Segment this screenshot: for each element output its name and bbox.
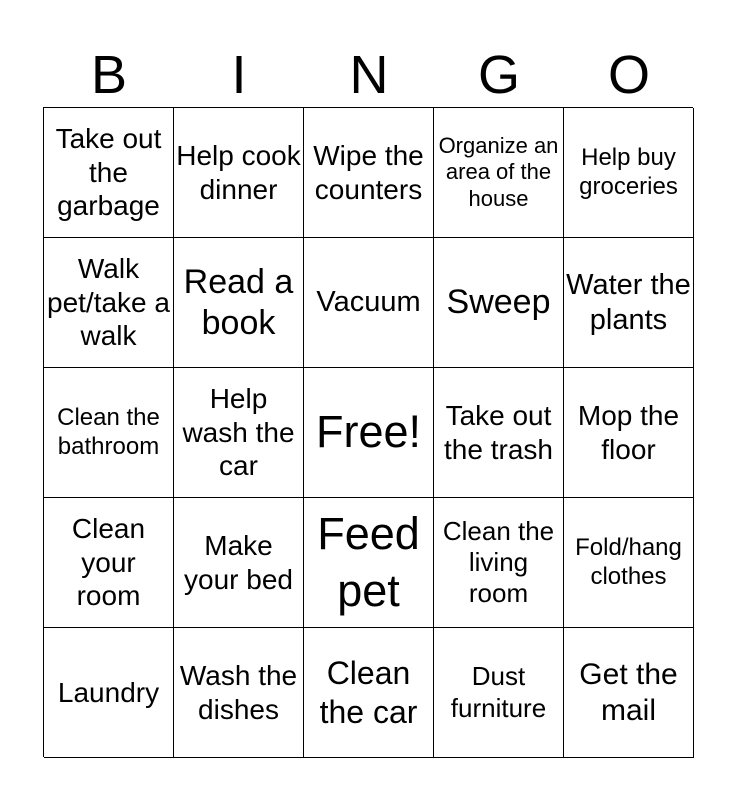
bingo-cell[interactable]: Clean the car [304,628,434,758]
bingo-cell[interactable]: Take out the trash [434,368,564,498]
bingo-cell[interactable]: Help wash the car [174,368,304,498]
header-letter-n: N [349,45,389,105]
bingo-cell[interactable]: Make your bed [174,498,304,628]
bingo-cell[interactable]: Free! [304,368,434,498]
bingo-cell[interactable]: Clean the bathroom [44,368,174,498]
bingo-header [44,45,694,105]
bingo-grid [43,107,693,757]
bingo-cell[interactable]: Sweep [434,238,564,368]
bingo-cell[interactable]: Clean the living room [434,498,564,628]
bingo-cell[interactable]: Help buy groceries [564,108,694,238]
bingo-cell[interactable]: Vacuum [304,238,434,368]
bingo-cell[interactable]: Organize an area of the house [434,108,564,238]
bingo-cell[interactable]: Take out the garbage [44,108,174,238]
header-letter-g: G [477,45,520,105]
bingo-cell[interactable]: Clean your room [44,498,174,628]
bingo-cell[interactable]: Water the plants [564,238,694,368]
bingo-cell[interactable]: Wipe the counters [304,108,434,238]
bingo-cell[interactable]: Mop the floor [564,368,694,498]
bingo-cell[interactable]: Read a book [174,238,304,368]
bingo-cell[interactable]: Feed pet [304,498,434,628]
header-letter-o: O [607,45,650,105]
bingo-cell[interactable]: Get the mail [564,628,694,758]
bingo-cell[interactable]: Fold/hang clothes [564,498,694,628]
bingo-cell[interactable]: Walk pet/take a walk [44,238,174,368]
header-letter-i: I [231,45,247,105]
bingo-cell[interactable]: Help cook dinner [174,108,304,238]
bingo-cell[interactable]: Laundry [44,628,174,758]
header-letter-b: B [90,45,128,105]
bingo-cell[interactable]: Wash the dishes [174,628,304,758]
bingo-cell[interactable]: Dust furniture [434,628,564,758]
